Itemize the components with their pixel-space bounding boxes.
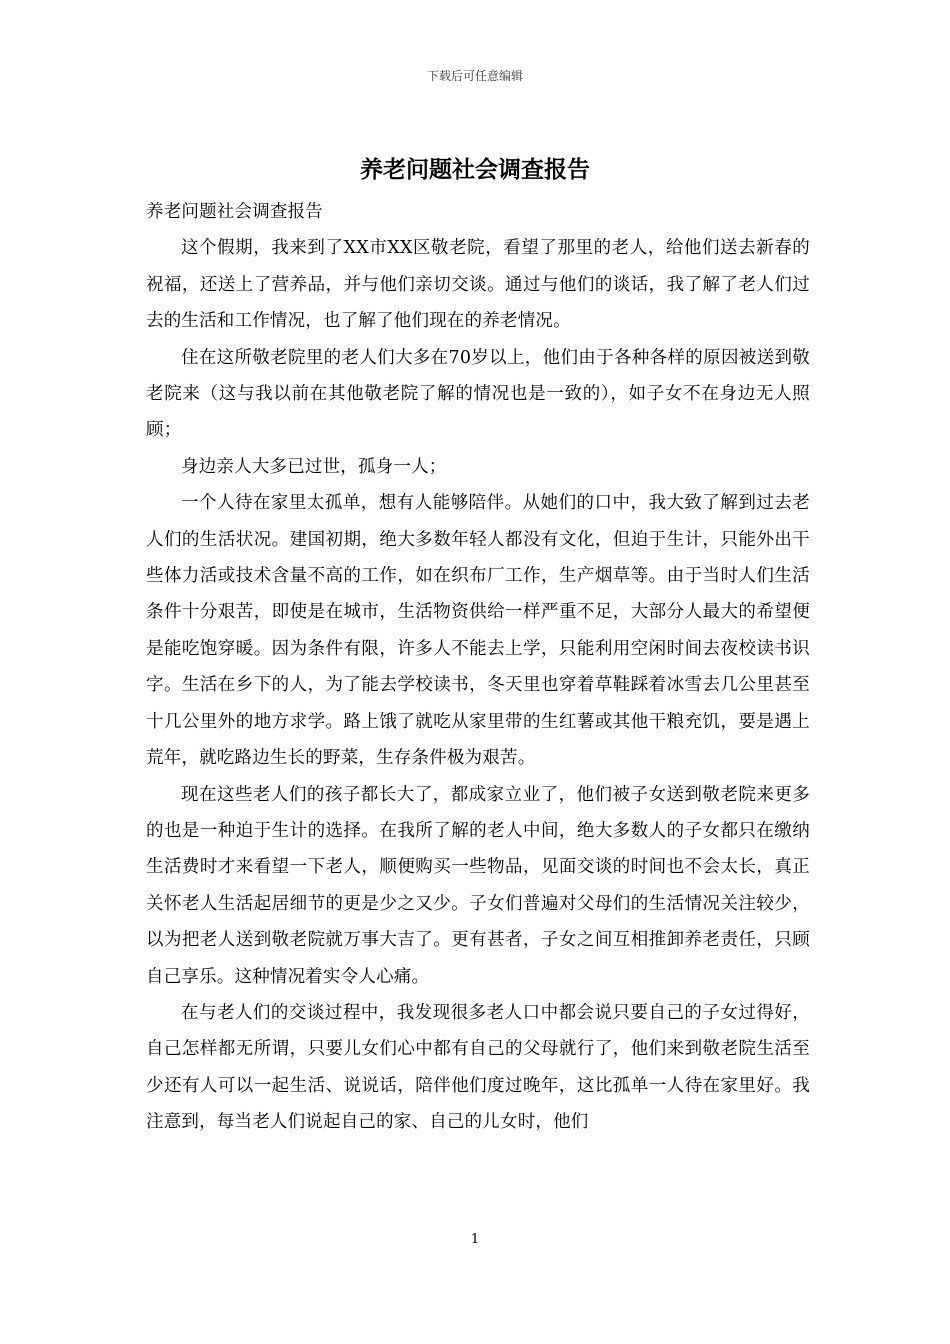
header-note: 下载后可任意编辑	[426, 69, 523, 83]
document-body	[146, 194, 810, 1141]
body-paragraph: 住在这所敬老院里的老人们大多在70岁以上，他们由于各种各样的原因被送到敬老院来（这与我以前在其他敬老院了解的情况也是一致的），如子女不在身边无人照顾；	[146, 347, 810, 441]
document-title: 养老问题社会调查报告	[360, 156, 590, 183]
page-number: 1	[470, 1232, 480, 1247]
body-paragraph: 这个假期，我来到了XX市XX区敬老院，看望了那里的老人，给他们送去新春的祝福，还送上了营养品，并与他们亲切交谈。通过与他们的谈话，我了解了老人们过去的生活和工作情况，也了解了他们现在的养老情况。	[146, 238, 810, 332]
body-paragraph: 一个人待在家里太孤单，想有人能够陪伴。从她们的口中，我大致了解到过去老人们的生活状况。建国初期，绝大多数年轻人都没有文化，但迫于生计，只能外出干些体力活或技术含量不高的工作，如在织布厂工作，生产烟草等。由于当时人们生活条件十分艰苦，即使是在城市，生活物资供给一样严重不足，大部分人最大的希望便是能吃饱穿暖。因为条件有限，许多人不能去上学，只能利用空闲时间去夜校读书识字。生活在乡下的人，为了能去学校读书，冬天里也穿着草鞋踩着冰雪去几公里甚至十几公里外的地方求学。路上饿了就吃从家里带的生红薯或其他干粮充饥，要是遇上荒年，就吃路边生长的野菜，生存条件极为艰苦。	[146, 493, 810, 769]
body-paragraph: 身边亲人大多已过世，孤身一人；	[181, 456, 447, 477]
document-subtitle: 养老问题社会调查报告	[146, 202, 323, 222]
body-paragraph: 现在这些老人们的孩子都长大了，都成家立业了，他们被子女送到敬老院来更多的也是一种迫于生计的选择。在我所了解的老人中间，绝大多数人的子女都只在缴纳生活费时才来看望一下老人，顺便购买一些物品，见面交谈的时间也不会太长，真正关怀老人生活起居细节的更是少之又少。子女们普遍对父母们的生活情况关注较少，以为把老人送到敬老院就万事大吉了。更有甚者，子女之间互相推卸养老责任，只顾自己享乐。这种情况着实令人心痛。	[146, 784, 810, 987]
body-paragraph: 在与老人们的交谈过程中，我发现很多老人口中都会说只要自己的子女过得好，自己怎样都无所谓，只要儿女们心中都有自己的父母就行了，他们来到敬老院生活至少还有人可以一起生活、说说话，陪伴他们度过晚年，这比孤单一人待在家里好。我注意到，每当老人们说起自己的家、自己的儿女时，他们	[146, 1002, 810, 1133]
